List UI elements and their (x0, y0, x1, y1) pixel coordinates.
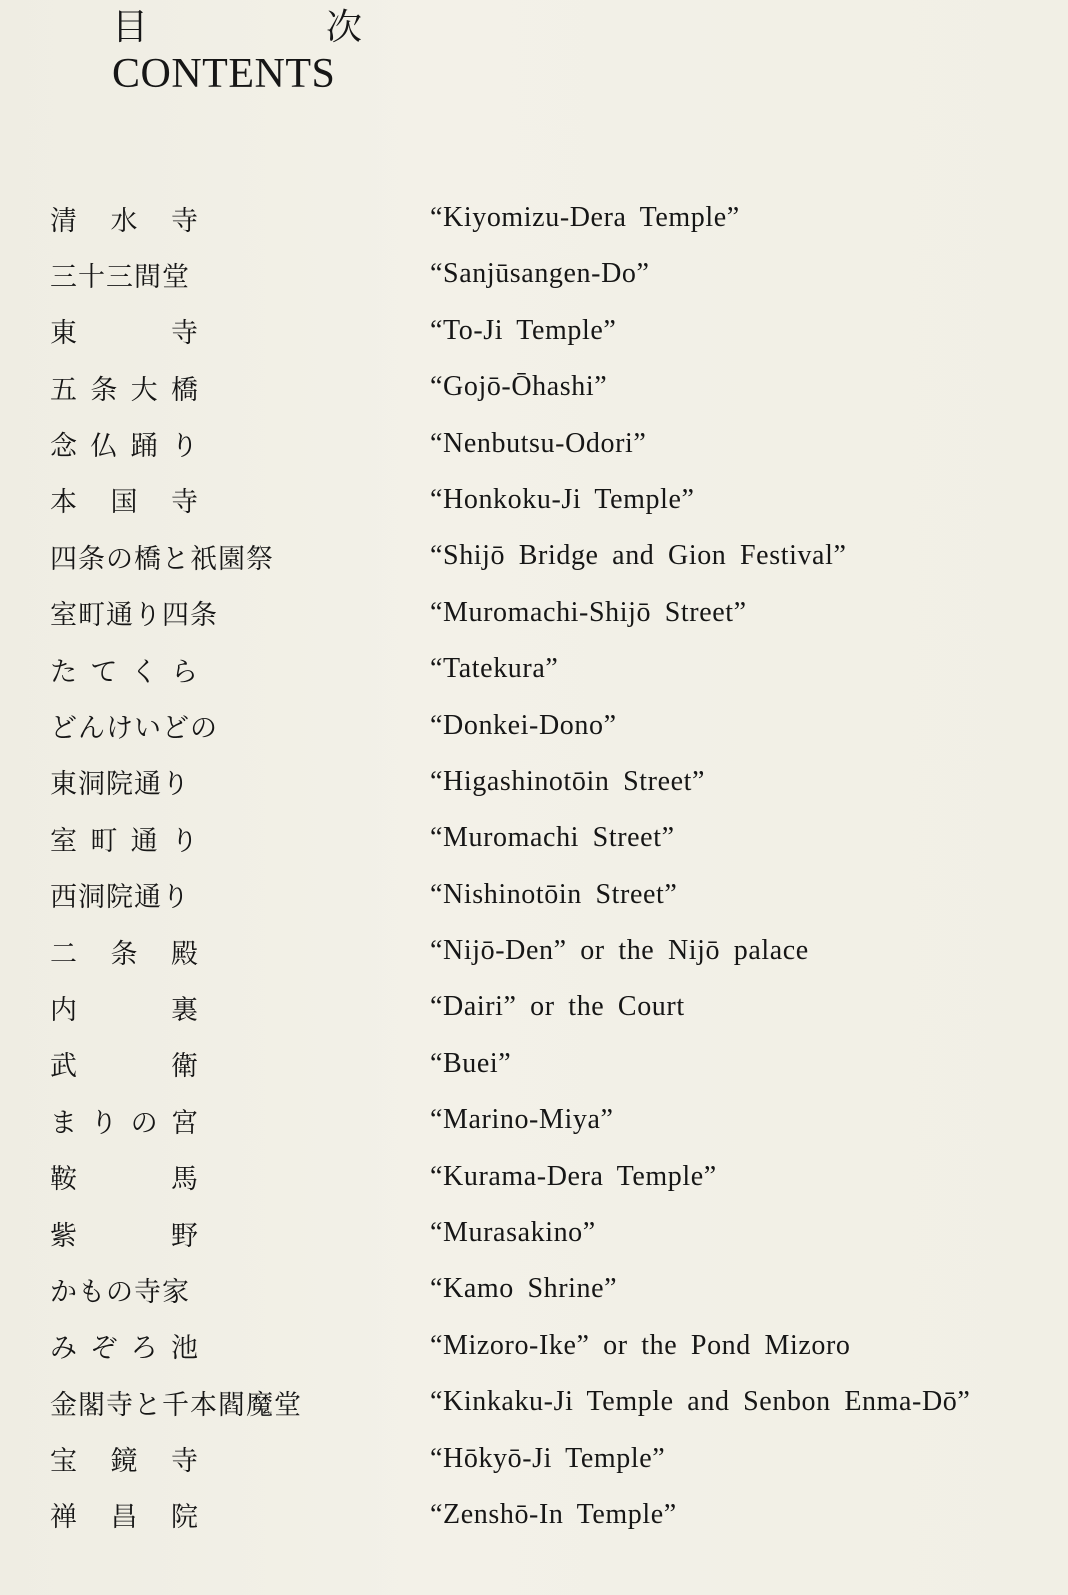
toc-entry-english: “Dairi” or the Court (430, 991, 685, 1023)
toc-entry-japanese-part: 三十三間堂 (50, 261, 190, 293)
toc-entry-japanese (50, 1092, 198, 1148)
toc-entry-english: “Kurama-Dera Temple” (430, 1160, 717, 1192)
toc-entry-japanese (50, 1205, 198, 1261)
toc-entry (0, 1374, 1068, 1430)
toc-entry-japanese-part: ら (170, 656, 198, 688)
toc-entry (0, 528, 1068, 584)
toc-entry-english: “Sanjūsangen-Do” (430, 258, 650, 290)
toc-entry-english: “Muromachi-Shijō Street” (430, 596, 747, 628)
toc-entry (0, 246, 1068, 302)
toc-entry-japanese-part: 宝 (50, 1446, 77, 1478)
toc-entry (0, 754, 1068, 810)
toc-entry-japanese-part: 国 (110, 487, 138, 519)
toc-entry (0, 416, 1068, 472)
toc-entry-english: “Mizoro-Ike” or the Pond Mizoro (430, 1329, 851, 1361)
toc-entry-japanese (50, 810, 198, 866)
toc-entry-japanese (50, 979, 198, 1035)
toc-entry-japanese (50, 246, 198, 302)
toc-entry-english: “Murasakino” (430, 1217, 596, 1249)
toc-entry-japanese (50, 1318, 198, 1374)
toc-entry-japanese-part: た (50, 656, 77, 688)
toc-entry (0, 923, 1068, 979)
toc-entry-japanese-part: 寺 (171, 318, 198, 350)
toc-entry-english: “Donkei-Dono” (430, 709, 617, 741)
toc-entry-japanese-part: み (50, 1333, 77, 1365)
toc-entry (0, 1431, 1068, 1487)
toc-entry (0, 1487, 1068, 1543)
toc-entry-japanese-part: 武 (50, 1051, 77, 1083)
toc-entry-japanese (50, 585, 225, 641)
toc-entry-japanese-part: 紫 (50, 1220, 77, 1252)
toc-entry-japanese-part: 町 (90, 825, 118, 857)
title-jp-char-1: 目 (112, 7, 149, 48)
toc-entry-japanese-part: どんけいどの (50, 713, 218, 745)
toc-entry (0, 641, 1068, 697)
toc-entry-japanese-part: ぞ (90, 1333, 118, 1365)
toc-entry-japanese-part: 昌 (110, 1502, 138, 1534)
toc-entry-japanese-part: 踊 (130, 431, 158, 463)
toc-entry-english: “Muromachi Street” (430, 822, 675, 854)
toc-entry-japanese-part: 条 (110, 938, 138, 970)
toc-entry-japanese-part: 水 (110, 205, 138, 237)
toc-entry-english: “Nishinotōin Street” (430, 878, 678, 910)
toc-entry-japanese-part: 条 (90, 374, 118, 406)
toc-entry-english: “Kinkaku-Ji Temple and Senbon Enma-Dō” (430, 1386, 971, 1418)
toc-entry-japanese-part: の (130, 1107, 158, 1139)
toc-entry-japanese-part: 本 (50, 487, 77, 519)
toc-entry-japanese-part: 宮 (170, 1107, 198, 1139)
toc-entry-japanese (50, 698, 225, 754)
toc-entry-japanese (50, 1431, 198, 1487)
toc-entry-japanese (50, 416, 198, 472)
title-jp-char-2: 次 (325, 7, 362, 48)
toc-entry (0, 1318, 1068, 1374)
toc-entry-japanese-part: り (170, 825, 198, 857)
toc-entry (0, 190, 1068, 246)
toc-entry-english: “Nenbutsu-Odori” (430, 427, 647, 459)
toc-entry-japanese-part: 四条の橋と祇園祭 (50, 543, 274, 575)
toc-entry (0, 359, 1068, 415)
toc-entry-japanese-part: 室 (50, 825, 77, 857)
toc-entry (0, 867, 1068, 923)
toc-entry-english: “Honkoku-Ji Temple” (430, 483, 695, 515)
toc-entry-japanese-part: 東洞院通り (50, 769, 190, 801)
toc-entry (0, 585, 1068, 641)
toc-entry-japanese-part: 室町通り四条 (50, 600, 218, 632)
toc-entry-japanese-part: 五 (50, 374, 77, 406)
toc-entry-japanese-part: 衛 (171, 1051, 198, 1083)
page-title-english: CONTENTS (112, 51, 336, 97)
toc-entry-english: “Zenshō-In Temple” (430, 1498, 677, 1530)
toc-entry-japanese-part: 念 (50, 431, 77, 463)
toc-entry (0, 979, 1068, 1035)
toc-entry-japanese-part: 鞍 (50, 1164, 77, 1196)
toc-entry-japanese-part: 西洞院通り (50, 882, 190, 914)
toc-entry-japanese-part: 内 (50, 994, 77, 1026)
toc-entry-english: “Shijō Bridge and Gion Festival” (430, 540, 847, 572)
toc-entry (0, 810, 1068, 866)
toc-entry-japanese-part: ま (50, 1107, 77, 1139)
toc-entry-japanese-part: ろ (130, 1333, 158, 1365)
toc-entry-japanese (50, 641, 198, 697)
toc-entry-japanese (50, 472, 198, 528)
toc-entry-english: “Hōkyō-Ji Temple” (430, 1442, 666, 1474)
toc-entry (0, 1205, 1068, 1261)
toc-entry-japanese-part: く (130, 656, 158, 688)
toc-entry-japanese (50, 1261, 198, 1317)
toc-entry-japanese-part: 橋 (170, 374, 198, 406)
toc-entry-japanese-part: 仏 (90, 431, 118, 463)
toc-entry-japanese-part: 金閣寺と千本閻魔堂 (50, 1389, 302, 1421)
toc-entry-japanese (50, 867, 190, 923)
toc-entry-japanese-part: り (90, 1107, 118, 1139)
toc-entry-english: “Buei” (430, 1047, 512, 1079)
toc-entry-japanese-part: 大 (130, 374, 158, 406)
toc-entry (0, 472, 1068, 528)
toc-entry (0, 1261, 1068, 1317)
toc-entry-japanese (50, 1149, 198, 1205)
toc-entry-english: “Kamo Shrine” (430, 1273, 618, 1305)
toc-entry-japanese (50, 303, 198, 359)
toc-entry-japanese-part: 清 (50, 205, 77, 237)
toc-entry-japanese (50, 528, 285, 584)
toc-entry (0, 698, 1068, 754)
toc-entry-japanese (50, 923, 198, 979)
toc-entry (0, 1036, 1068, 1092)
toc-entry (0, 1092, 1068, 1148)
toc-entry (0, 1149, 1068, 1205)
toc-entry-english: “Marino-Miya” (430, 1104, 614, 1136)
toc-entry (0, 303, 1068, 359)
toc-entry-japanese-part: 禅 (50, 1502, 77, 1534)
toc-entry-english: “To-Ji Temple” (430, 314, 617, 346)
toc-entry-japanese-part: 馬 (171, 1164, 198, 1196)
table-of-contents (0, 190, 1068, 1543)
toc-entry-japanese (50, 1487, 198, 1543)
toc-entry-japanese-part: 野 (171, 1220, 198, 1252)
toc-entry-english: “Nijō-Den” or the Nijō palace (430, 935, 809, 967)
toc-entry-english: “Tatekura” (430, 653, 559, 685)
toc-entry-japanese-part: 裏 (171, 994, 198, 1026)
toc-entry-japanese-part: て (90, 656, 118, 688)
toc-entry-japanese-part: 寺 (171, 487, 198, 519)
toc-entry-japanese-part: かもの寺家 (50, 1276, 190, 1308)
toc-entry-japanese-part: 二 (50, 938, 77, 970)
toc-entry-japanese (50, 1036, 198, 1092)
page-title-japanese (112, 4, 362, 52)
toc-entry-japanese (50, 1374, 310, 1430)
toc-entry-japanese-part: 寺 (171, 1446, 198, 1478)
toc-entry-japanese (50, 190, 198, 246)
toc-entry-english: “Gojō-Ōhashi” (430, 371, 608, 403)
toc-entry-japanese-part: り (170, 431, 198, 463)
toc-entry-japanese-part: 通 (130, 825, 158, 857)
toc-entry-japanese-part: 鏡 (110, 1446, 138, 1478)
toc-entry-japanese-part: 寺 (171, 205, 198, 237)
toc-entry-japanese (50, 754, 190, 810)
toc-entry-japanese-part: 東 (50, 318, 77, 350)
toc-entry-english: “Kiyomizu-Dera Temple” (430, 202, 740, 233)
toc-entry-japanese-part: 院 (171, 1502, 198, 1534)
toc-entry-japanese-part: 殿 (171, 938, 198, 970)
toc-entry-japanese (50, 359, 198, 415)
toc-entry-english: “Higashinotōin Street” (430, 765, 706, 797)
toc-entry-japanese-part: 池 (170, 1333, 198, 1365)
